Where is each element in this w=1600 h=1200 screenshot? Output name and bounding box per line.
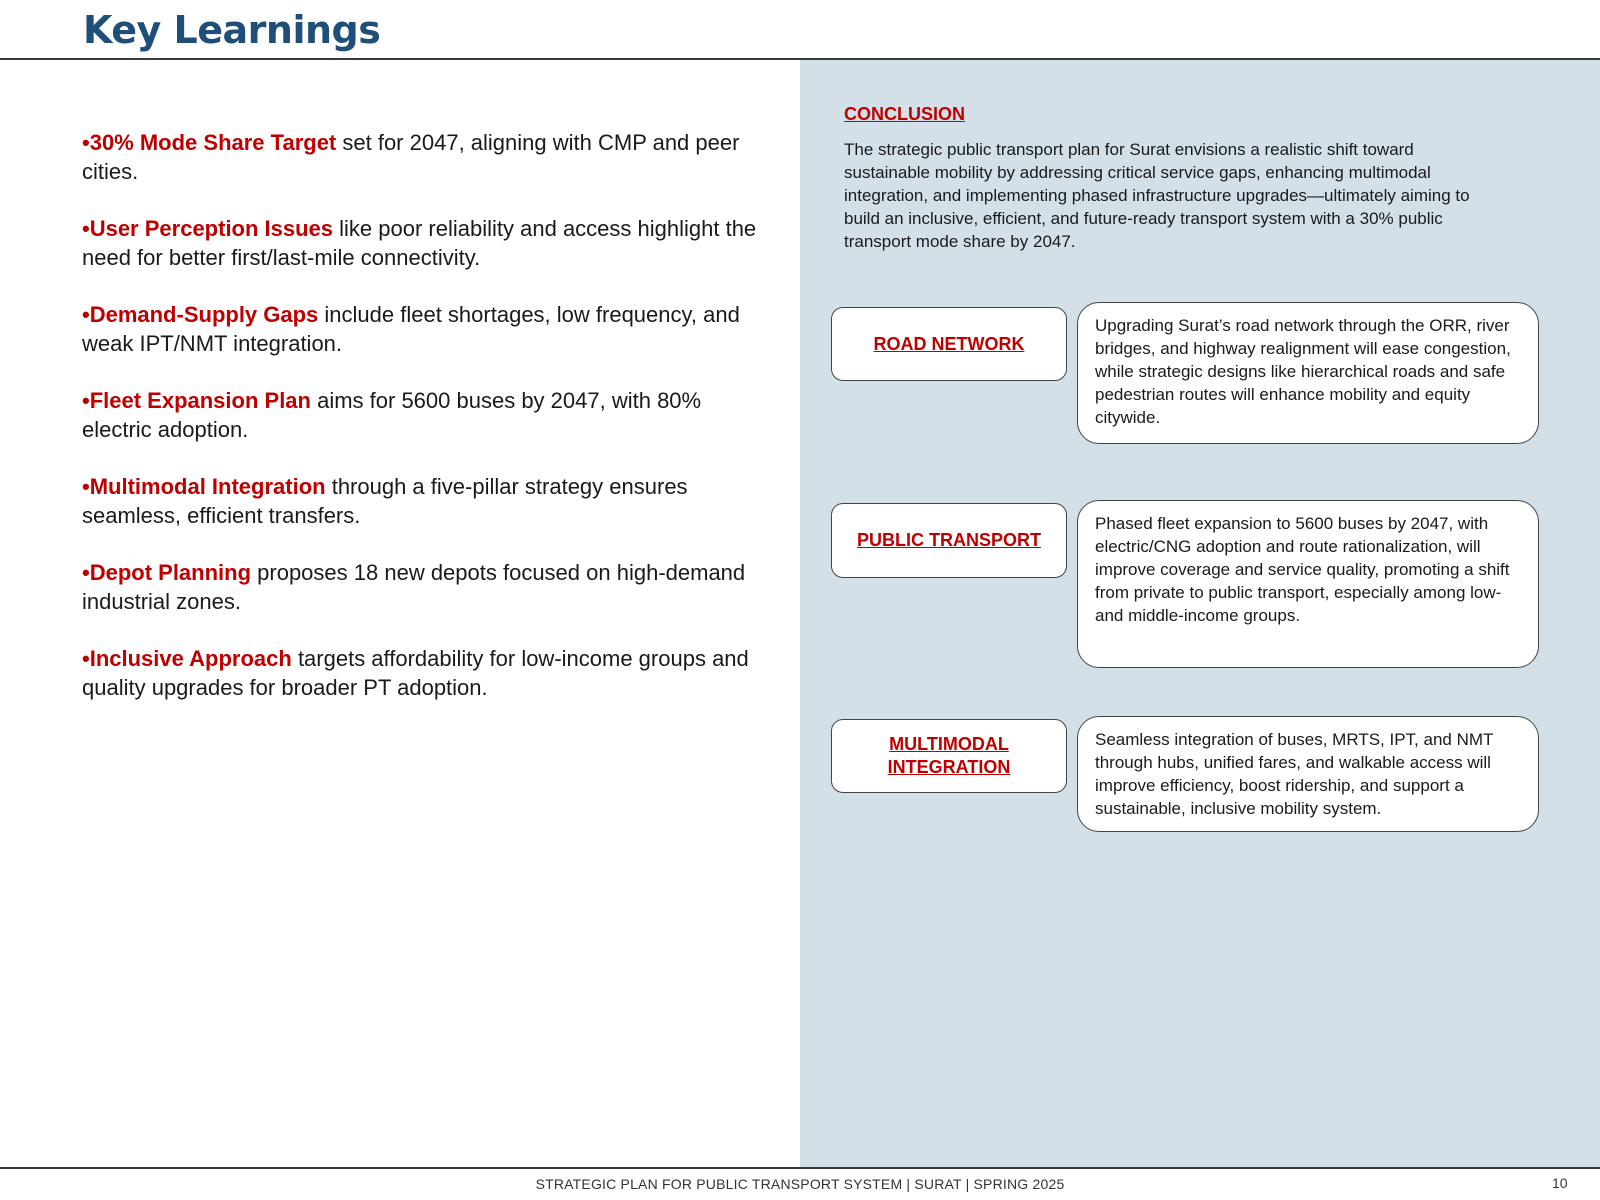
learning-item-fleet-expansion: [82, 386, 762, 444]
learning-highlight: •Fleet Expansion Plan: [82, 388, 311, 413]
conclusion-text: The strategic public transport plan for Surat envisions a realistic shift toward sustainable mobility by addressing critical service gaps, enhancing multimodal integration, and implementing phased infrastructure upgrades—ultimately aiming to build an inclusive, efficient, and future-ready transport system with a 30% public transport mode share by 2047.: [844, 140, 1470, 251]
footer-divider: [0, 1167, 1600, 1169]
learning-item-demand-supply: [82, 300, 762, 358]
learning-highlight: •User Perception Issues: [82, 216, 334, 241]
learning-text: include fleet shortages, low frequency, and weak IPT/NMT integration.: [82, 302, 740, 356]
key-learnings-list: [82, 128, 762, 730]
learning-item-user-perception: [82, 214, 762, 272]
learning-highlight: •Demand-Supply Gaps: [82, 302, 319, 327]
learning-text: set for 2047, aligning with CMP and peer cities.: [82, 130, 740, 184]
learning-highlight: •Multimodal Integration: [82, 474, 326, 499]
road-network-label-box: [831, 307, 1067, 381]
learning-item-mode-share: [82, 128, 762, 186]
multimodal-integration-label: MULTIMODAL INTEGRATION: [887, 734, 1011, 777]
public-transport-label-box: [831, 503, 1067, 578]
page-number: 10: [1552, 1175, 1568, 1191]
footer-text: STRATEGIC PLAN FOR PUBLIC TRANSPORT SYSTEM | SURAT | SPRING 2025: [535, 1176, 1065, 1192]
learning-text: proposes 18 new depots focused on high-demand industrial zones.: [82, 560, 746, 614]
learning-text: aims for 5600 buses by 2047, with 80% electric adoption.: [82, 388, 702, 442]
public-transport-label: PUBLIC TRANSPORT: [857, 530, 1041, 550]
learning-highlight: •30% Mode Share Target: [82, 130, 337, 155]
learning-text: through a five-pillar strategy ensures seamless, efficient transfers.: [82, 474, 688, 528]
multimodal-integration-description: Seamless integration of buses, MRTS, IPT, and NMT through hubs, unified fares, and walkable access will improve efficiency, boost ridership, and support a sustainable, inclusive mobility system.: [1077, 716, 1539, 832]
multimodal-integration-label-box: [831, 719, 1067, 793]
page-title: Key Learnings: [83, 8, 381, 52]
learning-highlight: •Depot Planning: [82, 560, 252, 585]
road-network-label: ROAD NETWORK: [873, 333, 1025, 354]
learning-highlight: •Inclusive Approach: [82, 646, 292, 671]
public-transport-description: Phased fleet expansion to 5600 buses by 2047, with electric/CNG adoption and route rationalization, will improve coverage and service quality, promoting a shift from private to public transport, especially among low- and middle-income groups.: [1077, 500, 1539, 668]
learning-item-depot-planning: [82, 558, 762, 616]
road-network-description: Upgrading Surat’s road network through the ORR, river bridges, and highway realignment will ease congestion, while strategic designs like hierarchical roads and safe pedestrian routes will enhance mobility and equity citywide.: [1077, 302, 1539, 444]
conclusion-heading: CONCLUSION: [844, 104, 965, 124]
learning-item-multimodal: [82, 472, 762, 530]
learning-text: targets affordability for low-income groups and quality upgrades for broader PT adoption.: [82, 646, 749, 700]
learning-text: like poor reliability and access highlight the need for better first/last-mile connectivity.: [82, 216, 757, 270]
learning-item-inclusive: [82, 644, 762, 702]
